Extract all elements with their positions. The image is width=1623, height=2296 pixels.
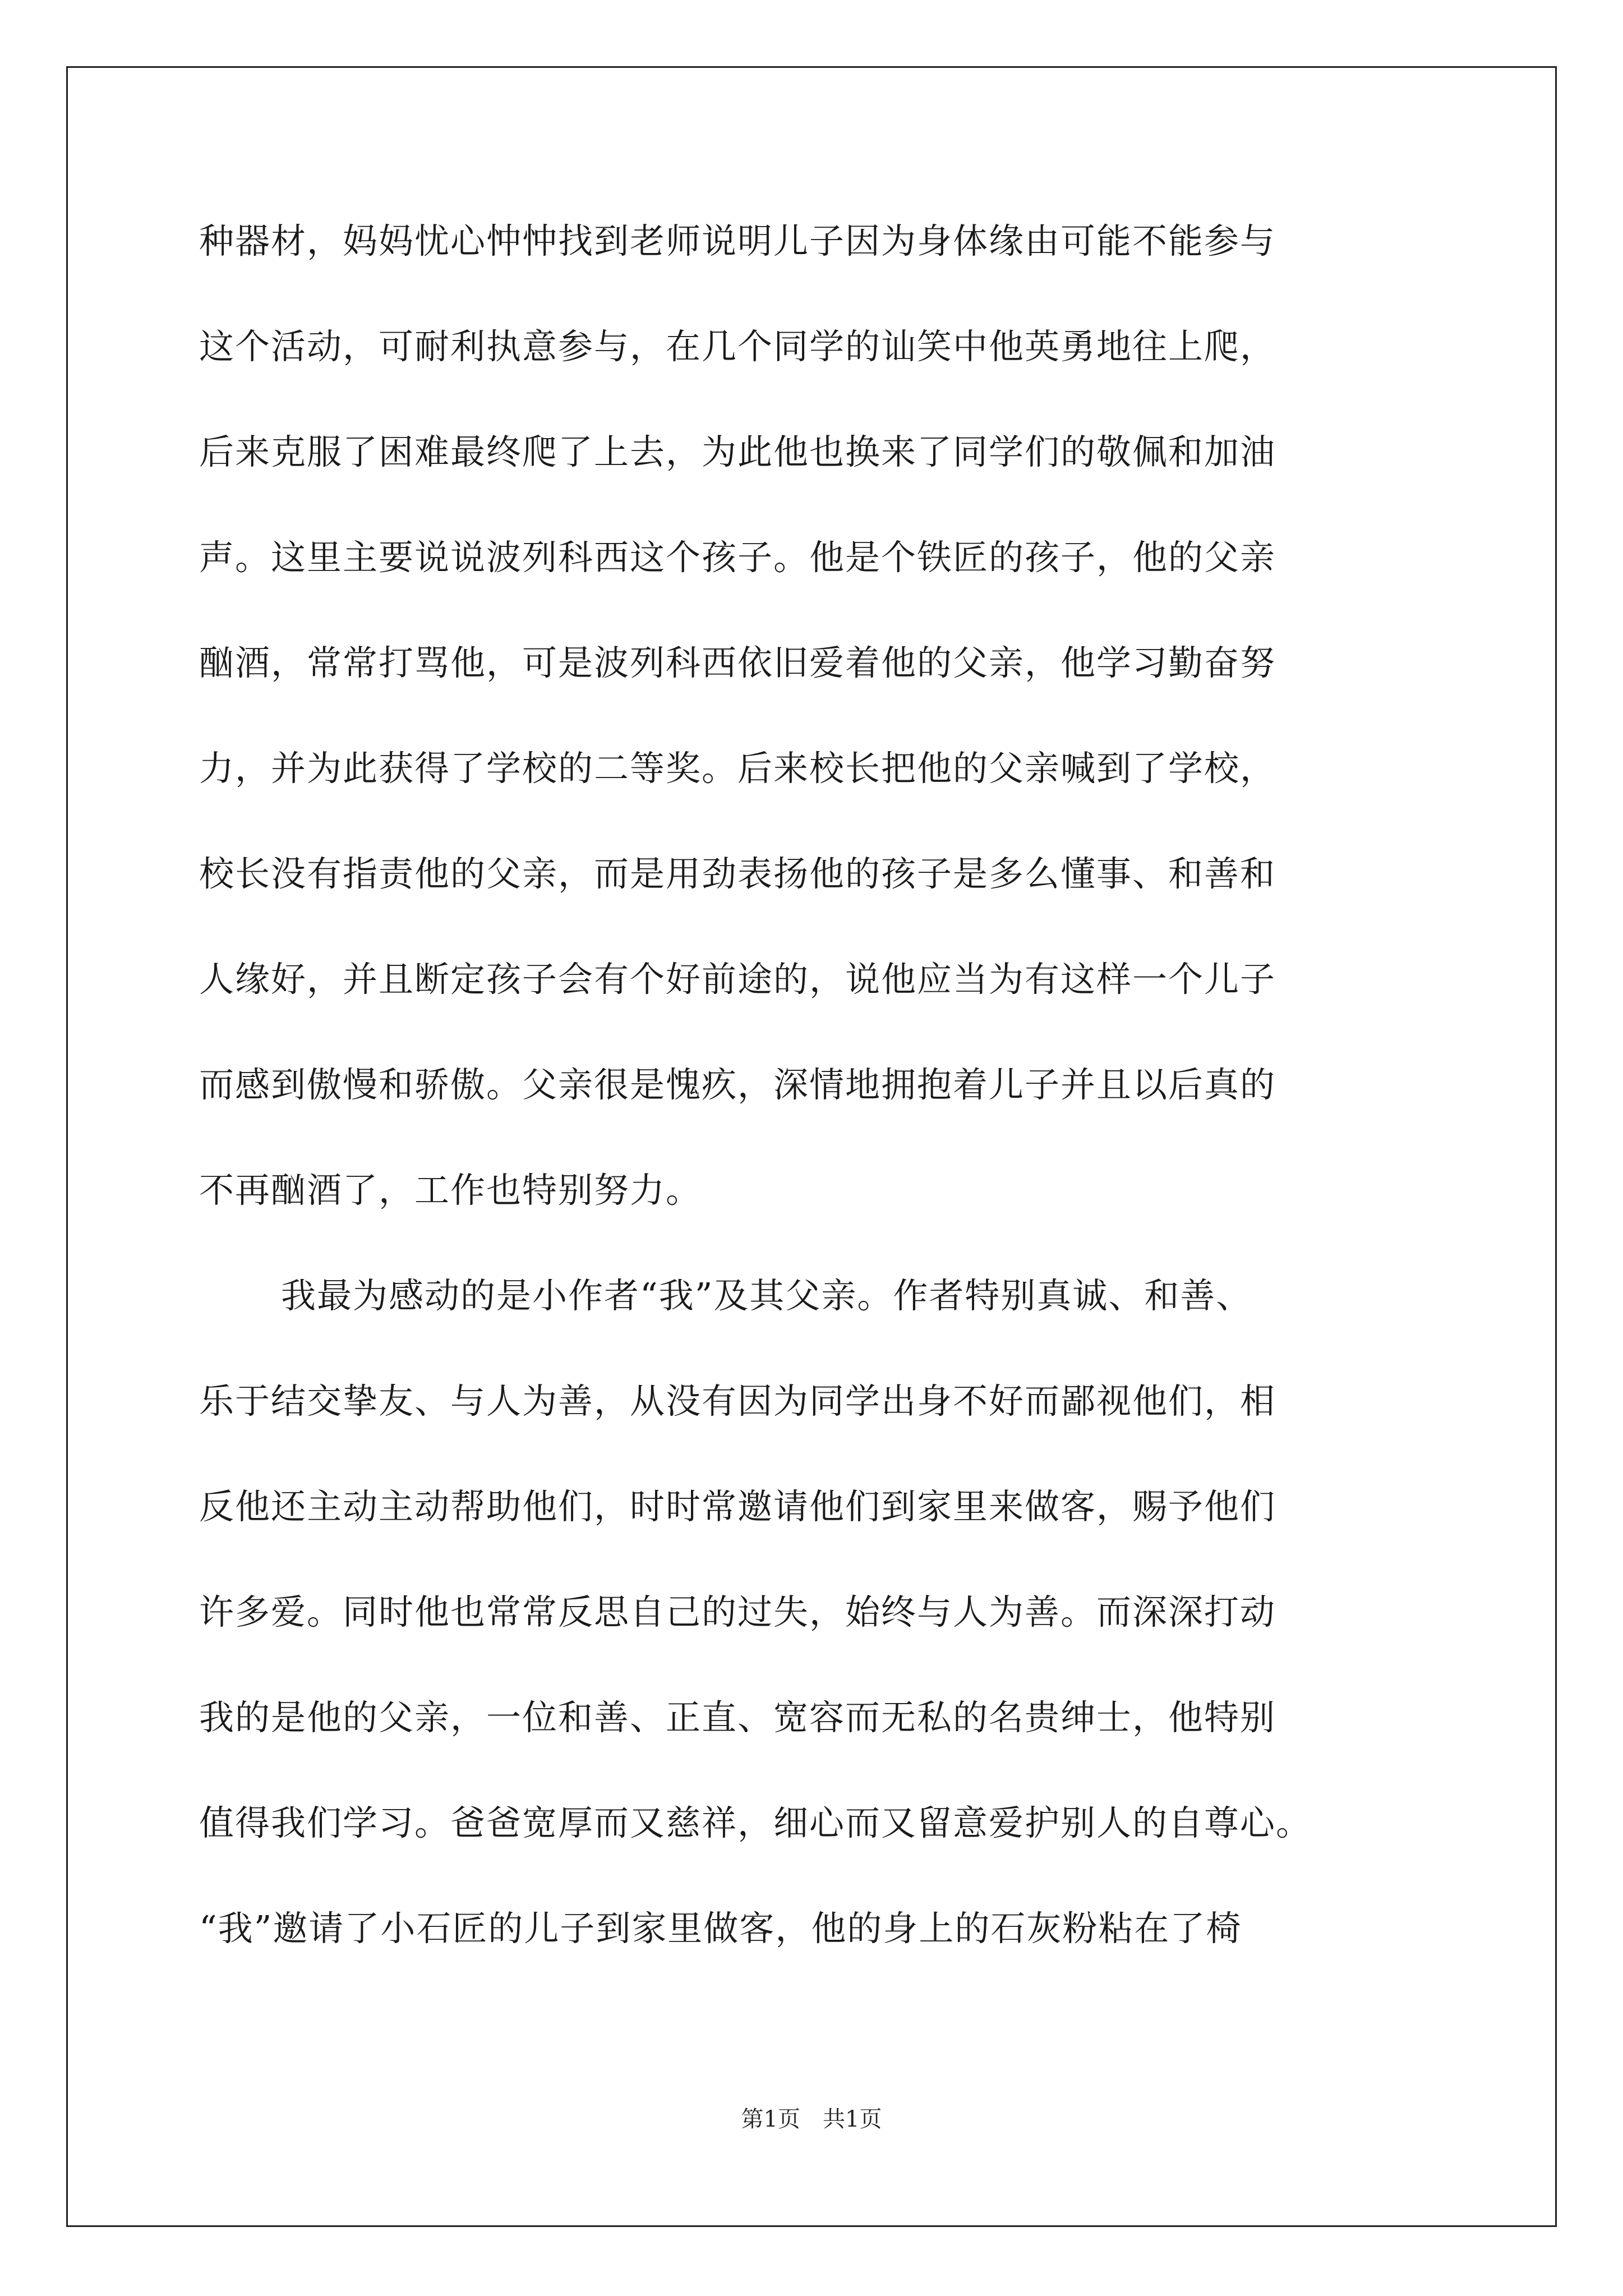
text-line: 声。这里主要说说波列科西这个孩子。他是个铁匠的孩子，他的父亲 — [199, 537, 1276, 578]
paragraph-start-line: 我最为感动的是小作者“我”及其父亲。作者特别真诚、和善、 — [281, 1275, 1252, 1316]
text-line: 人缘好，并且断定孩子会有个好前途的，说他应当为有这样一个儿子 — [199, 959, 1276, 1000]
text-line: “我”邀请了小石匠的儿子到家里做客，他的身上的石灰粉粘在了椅 — [199, 1908, 1242, 1949]
text-line: 反他还主动主动帮助他们，时时常邀请他们到家里来做客，赐予他们 — [199, 1486, 1276, 1527]
text-line: 这个活动，可耐利执意参与，在几个同学的讪笑中他英勇地往上爬， — [199, 326, 1276, 367]
text-line: 种器材，妈妈忧心忡忡找到老师说明儿子因为身体缘由可能不能参与 — [199, 220, 1276, 261]
text-line: 校长没有指责他的父亲，而是用劲表扬他的孩子是多么懂事、和善和 — [199, 853, 1276, 894]
document-body — [199, 213, 1455, 2006]
text-line: 力，并为此获得了学校的二等奖。后来校长把他的父亲喊到了学校， — [199, 748, 1276, 789]
text-line: 后来克服了困难最终爬了上去，为此他也换来了同学们的敬佩和加油 — [199, 431, 1276, 472]
text-line: 我的是他的父亲，一位和善、正直、宽容而无私的名贵绅士，他特别 — [199, 1697, 1276, 1738]
text-line: 酗酒，常常打骂他，可是波列科西依旧爱着他的父亲，他学习勤奋努 — [199, 642, 1276, 683]
text-line: 值得我们学习。爸爸宽厚而又慈祥，细心而又留意爱护别人的自尊心。 — [199, 1802, 1312, 1843]
page-footer — [0, 2102, 1623, 2136]
page-number-current: 第1页 — [741, 2106, 800, 2132]
text-line: 乐于结交挚友、与人为善，从没有因为同学出身不好而鄙视他们，相 — [199, 1381, 1276, 1421]
text-line: 不再酗酒了，工作也特别努力。 — [199, 1170, 702, 1211]
page-number-total: 共1页 — [823, 2106, 882, 2132]
text-line: 许多爱。同时他也常常反思自己的过失，始终与人为善。而深深打动 — [199, 1591, 1276, 1632]
text-line: 而感到傲慢和骄傲。父亲很是愧疚，深情地拥抱着儿子并且以后真的 — [199, 1064, 1276, 1105]
